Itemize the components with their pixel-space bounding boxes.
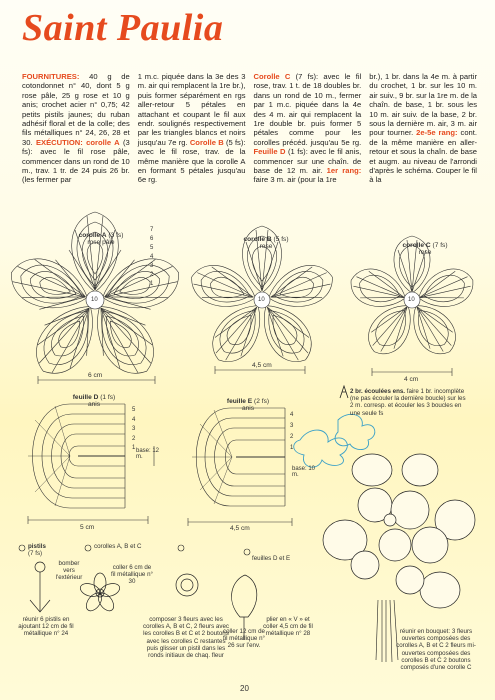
section-heading: EXÉCUTION: corolle A xyxy=(35,137,120,147)
section-heading: 2e-5e rang: xyxy=(416,128,458,138)
step-5-note-bouquet: réunir en bouquet: 3 fleurs ouvertes composées des corolles A, B et C 2 fleurs mi-ouvertes composées des corolles B et C 2 boutons composés d'une corolle C xyxy=(396,628,476,672)
row-number: 6 xyxy=(150,236,154,242)
feuille-d-base: base: 12 m. xyxy=(136,448,160,460)
body-text: (5 fs): avec le fil rose, trav. de la même manière que la corolle A en formant 5 pétales jusqu'au 6e rg. xyxy=(137,137,246,185)
row-number: 4 xyxy=(150,254,154,260)
body-text: (3 fs): avec le fil rose pâle, commencer dans un rond de 10 m., trav. 1 tr. de 24 puis 26 br. (les fermer par xyxy=(22,137,130,185)
step-1-note-reunir: réunir 6 pistils en ajoutant 12 cm de fil métallique n° 24 xyxy=(18,616,74,638)
section-heading: Feuille D xyxy=(253,147,286,157)
page-number: 20 xyxy=(240,684,249,693)
section-heading: Corolle B xyxy=(189,137,224,147)
corolle-c-width: 4 cm xyxy=(404,376,419,383)
step-1-note-bomber: bomber vers l'extérieur xyxy=(55,560,83,582)
row-number: 5 xyxy=(132,407,136,413)
ring-label-c: 10 xyxy=(408,297,415,303)
row-number: 3 xyxy=(290,423,294,429)
step-3-note: composer 3 fleurs avec les corolles A, B et C, 2 fleurs avec les corolles B et C et 2 boutons avec les corolles C restantes puis glisser un pistil dans les ronds initiaux de chaq. fleur xyxy=(143,616,229,660)
corolle-b-label: corolle B (5 fs) rose xyxy=(243,236,289,251)
corolle-c-label: corolle C (7 fs) rose xyxy=(402,242,448,257)
step-4-note-coller: coller 12 cm de fil métallique n° 26 sur l'env. xyxy=(222,628,266,650)
row-number: 3 xyxy=(150,263,154,269)
body-text: (7 fs): avec le fil rose, trav. 1 t. de 18 doubles br. dans un rond de 10 m., fermer par 1 m.c. piquée dans la 4e des 4 m. air qui remplacent la 1re double br. puis former 5 pétales comme pour les corolles précéd. jusqu'au 5e rg. xyxy=(253,72,362,147)
page-title: Saint Paulia xyxy=(22,7,224,49)
corolle-b-width: 4,5 cm xyxy=(252,362,272,369)
row-number: 2 xyxy=(290,434,294,440)
row-number: 2 xyxy=(132,435,136,442)
row-number: 4 xyxy=(290,412,294,418)
body-text: faire 3 m. air (pour la 1re xyxy=(253,175,337,185)
row-number: 1 xyxy=(290,445,294,451)
row-number: 2 xyxy=(150,272,154,278)
step-2-note: coller 6 cm de fil métallique n° 30 xyxy=(110,564,154,586)
row-number: 5 xyxy=(150,245,154,251)
feuille-e-label: feuille E (2 fs) anis xyxy=(226,398,270,413)
step-4-note-plier: plier en « V » et coller 4,5 cm de fil métallique n° 28 xyxy=(263,616,313,638)
corolle-a-row-numbers xyxy=(150,226,153,289)
feuille-d-label: feuille D (1 fs) anis xyxy=(72,394,116,409)
feuille-d-width: 5 cm xyxy=(80,524,95,531)
corolle-c-diagram xyxy=(346,236,479,376)
step-1-title: pistils (7 fs) xyxy=(28,543,46,558)
row-number: 3 xyxy=(132,426,136,432)
row-number: 1 xyxy=(132,445,136,451)
row-number: 7 xyxy=(150,227,154,233)
feuille-d-row-numbers xyxy=(132,406,135,454)
step-2-title: corolles A, B et C xyxy=(94,543,142,550)
ecoulees-symbol xyxy=(340,386,348,398)
corolle-a-width: 6 cm xyxy=(88,372,103,379)
step-4-title: feuilles D et E xyxy=(252,555,291,562)
section-heading: 1er rang: xyxy=(326,166,362,176)
feuille-e-diagram xyxy=(188,408,292,526)
corolle-a-label: corolle A (3 fs) rose pâle xyxy=(78,232,124,247)
body-text: (1 fs): avec le fil anis, commencer sur une chaîn. de base de 12 m. air. xyxy=(253,147,362,176)
feuille-e-width: 4,5 cm xyxy=(230,525,250,532)
feuille-e-base: base: 10 m. xyxy=(292,466,316,478)
section-heading: FOURNITURES: xyxy=(22,72,80,81)
body-text: cont. de la même manière en aller-retour et sous la chaîn. de base et augm. au niveau de l'arrondi d'après le schéma. Couper le fil à la xyxy=(369,128,477,185)
body-text: 40 g de cotondonnet n° 40, dont 5 g rose pâle, 25 g rose et 10 g anis; crochet acier n° 0,75; 42 petits pistils jaunes; du ruban adhésif floral et de la colle; des fils métalliques n° 24, 26, 28 et 30. xyxy=(22,72,130,147)
feuille-e-row-numbers xyxy=(290,410,293,454)
row-number: 1 xyxy=(150,281,154,287)
body-text: br.), 1 br. dans la 4e m. à partir du crochet, 1 br. sur les 10 m. air suiv., 9 br. sur la 1re m. de la chaîn. de base, 1 br. sous les 10 m. air suiv. de la base, 2 br. sous la dernière m. air, 3 m. air pour tourner. xyxy=(369,72,477,138)
body-text: 1 m.c. piquée dans la 3e des 3 m. air qui remplacent la 1re br.), puis former séparément en rgs aller-retour 5 pétales en attachant et coupant le fil aux endr. soulignés respectivement par les triangles blancs et noirs jusqu'au 7e rg. xyxy=(137,72,246,147)
section-heading: Corolle C xyxy=(253,72,291,81)
ring-label-a: 10 xyxy=(91,297,98,303)
ring-label-b: 10 xyxy=(258,297,265,303)
row-number: 4 xyxy=(132,416,136,423)
ecoulees-note: 2 br. écoulées ens. faire 1 br. incomplète (ne pas écouler la dernière boucle) sur les 2 m. corresp. et écouler les 3 boucles en une seule fs xyxy=(350,388,466,417)
